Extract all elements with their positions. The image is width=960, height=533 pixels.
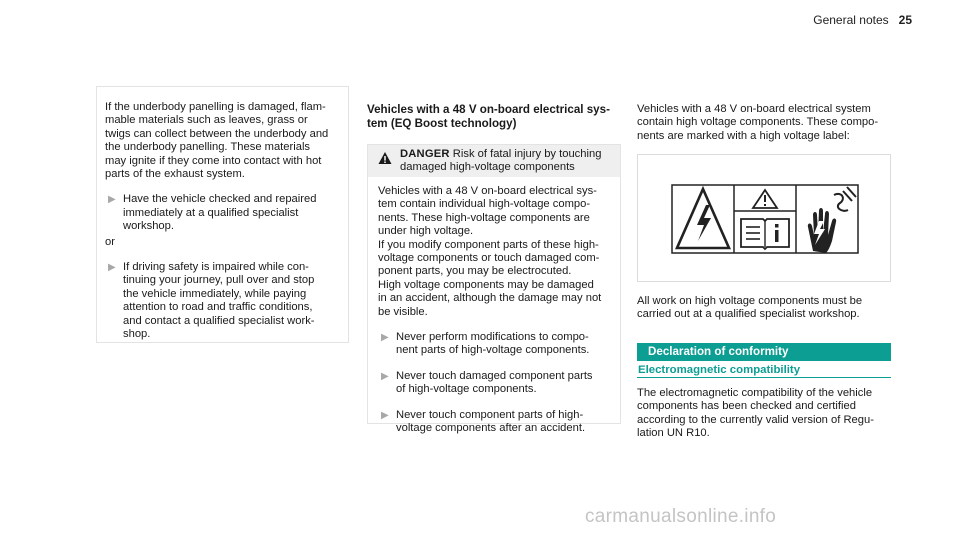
step-arrow-icon: ▶ — [108, 194, 116, 206]
step-arrow-icon: ▶ — [108, 262, 116, 274]
underbody-paragraph: If the underbody panelling is damaged, flam- mable materials such as leaves, grass or twigs can collect between the underbody and the underbody panelling. These materials may ignite if they come into contact with hot parts of the exhaust system. — [105, 101, 329, 181]
danger-label: DANGER — [400, 148, 450, 160]
high-voltage-intro: Vehicles with a 48 V on-board electrical system contain high voltage components. These compo- nents are marked with a high voltage label: — [637, 103, 879, 142]
high-voltage-workshop-note: All work on high voltage components must be carried out at a qualified specialist workshop. — [637, 295, 863, 321]
step-arrow-icon: ▶ — [381, 370, 389, 382]
step-text: If driving safety is impaired while con- tinuing your journey, pull over and stop the vehicle immediately, while paying attention to road and traffic conditions, and contact a qualified specialist work- shop. — [123, 261, 315, 341]
step-arrow-icon: ▶ — [381, 409, 389, 421]
subsection-heading-emc: Electromagnetic compatibility — [637, 364, 891, 378]
step-text: Never touch component parts of high- voltage components after an accident. — [396, 408, 586, 435]
section-title-48v: Vehicles with a 48 V on-board electrical sys- tem (EQ Boost technology) — [367, 103, 610, 130]
danger-header — [368, 145, 620, 177]
step-text: Never touch damaged component parts of high-voltage components. — [396, 369, 593, 396]
watermark-link[interactable]: carmanualsonline.info — [585, 506, 777, 527]
danger-body — [378, 185, 618, 436]
instruction-step — [105, 193, 343, 233]
instruction-step — [378, 370, 618, 397]
or-text: or — [105, 235, 115, 248]
instruction-step — [378, 409, 618, 436]
danger-paragraph: If you modify component parts of these high- voltage components or touch damaged com- ponent parts, you may be electrocuted. — [378, 238, 600, 278]
step-text: Have the vehicle checked and repaired immediately at a qualified specialist workshop. — [123, 193, 317, 233]
step-arrow-icon: ▶ — [381, 332, 389, 344]
high-voltage-label-image — [637, 154, 891, 282]
page-header — [813, 14, 912, 27]
instruction-step — [105, 261, 343, 341]
danger-heading: DANGER Risk of fatal injury by touching damaged high-voltage components — [400, 148, 602, 174]
warning-triangle-icon — [378, 151, 392, 165]
danger-box — [367, 144, 621, 435]
underbody-note-box — [96, 86, 349, 343]
header-title: General notes — [813, 13, 889, 27]
page-number: 25 — [898, 13, 912, 27]
high-voltage-label-icon — [638, 155, 890, 281]
instruction-step — [378, 331, 618, 358]
danger-paragraph: Vehicles with a 48 V on-board electrical sys- tem contain individual high-voltage compo- nents. These high-voltage components are under high voltage. — [378, 185, 597, 238]
step-text: Never perform modifications to compo- nent parts of high-voltage components. — [396, 331, 590, 357]
danger-paragraph: High voltage components may be damaged in an accident, although the damage may not be visible. — [378, 278, 602, 318]
emc-paragraph: The electromagnetic compatibility of the vehicle components has been checked and certified according to the currently valid version of Regu- lation UN R10. — [637, 387, 874, 440]
section-heading-declaration: Declaration of conformity — [637, 343, 891, 361]
